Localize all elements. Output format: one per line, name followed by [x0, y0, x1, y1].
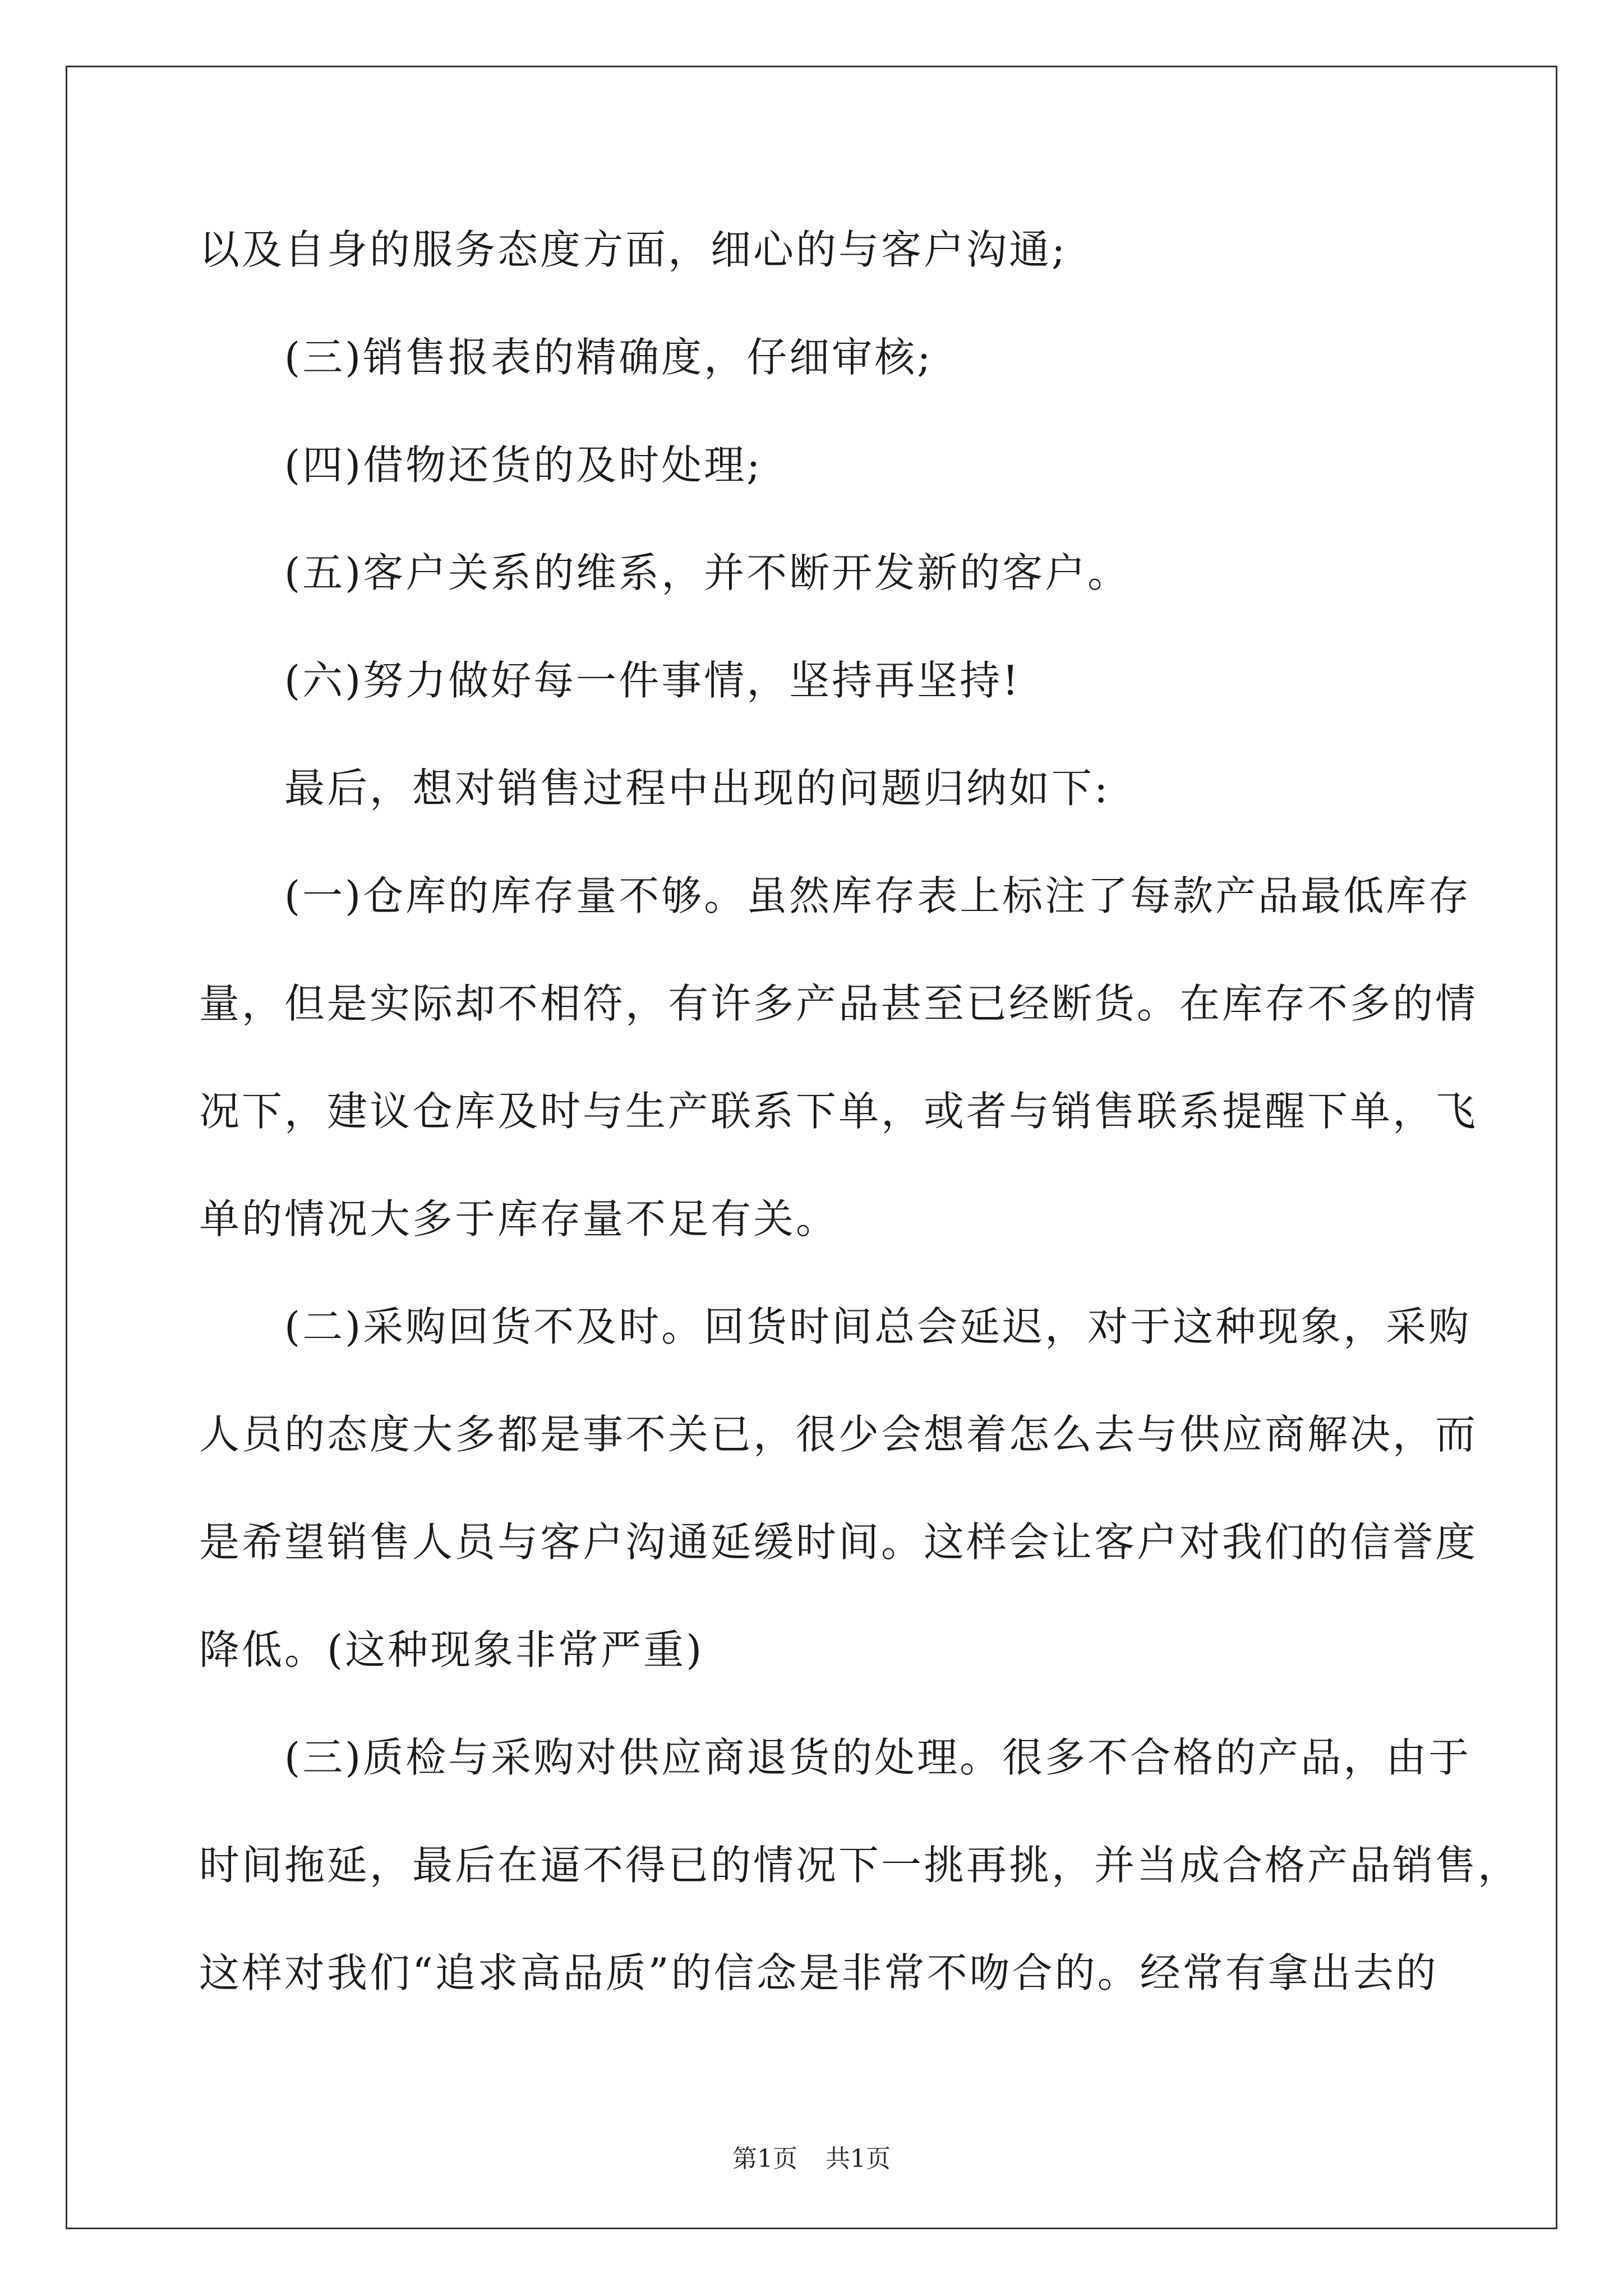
paragraph-line: 这样对我们“追求高品质”的信念是非常不吻合的。经常有拿出去的 — [199, 1949, 1438, 1996]
paragraph-line: (五)客户关系的维系，并不断开发新的客户。 — [284, 549, 1131, 596]
page-footer — [0, 2138, 1623, 2174]
paragraph-line: 况下，建议仓库及时与生产联系下单，或者与销售联系提醒下单，飞 — [199, 1088, 1478, 1135]
paragraph-line: 是希望销售人员与客户沟通延缓时间。这样会让客户对我们的信誉度 — [199, 1519, 1478, 1566]
paragraph-line: 量，但是实际却不相符，有许多产品甚至已经断货。在库存不多的情 — [199, 980, 1478, 1027]
paragraph-line: (四)借物还货的及时处理; — [284, 441, 763, 489]
paragraph-line: (一)仓库的库存量不够。虽然库存表上标注了每款产品最低库存 — [284, 872, 1472, 919]
paragraph-line: 人员的态度大多都是事不关已，很少会想着怎么去与供应商解决，而 — [199, 1411, 1478, 1458]
paragraph-line: 最后，想对销售过程中出现的问题归纳如下: — [284, 765, 1110, 812]
paragraph-line: (三)质检与采购对供应商退货的处理。很多不合格的产品，由于 — [284, 1734, 1472, 1781]
paragraph-line: 降低。(这种现象非常严重) — [199, 1626, 704, 1673]
document-body — [199, 222, 1521, 2053]
paragraph-line: (六)努力做好每一件事情，坚持再坚持! — [284, 657, 1021, 704]
paragraph-line: 时间拖延，最后在逼不得已的情况下一挑再挑，并当成合格产品销售， — [199, 1842, 1521, 1889]
paragraph-line: (二)采购回货不及时。回货时间总会延迟，对于这种现象，采购 — [284, 1303, 1472, 1350]
paragraph-line: 以及自身的服务态度方面，细心的与客户沟通; — [199, 226, 1068, 273]
page-number-total: 共1页 — [826, 2145, 891, 2173]
paragraph-line: 单的情况大多于库存量不足有关。 — [199, 1195, 839, 1243]
page-number-current: 第1页 — [732, 2145, 797, 2173]
paragraph-line: (三)销售报表的精确度，仔细审核; — [284, 334, 933, 381]
